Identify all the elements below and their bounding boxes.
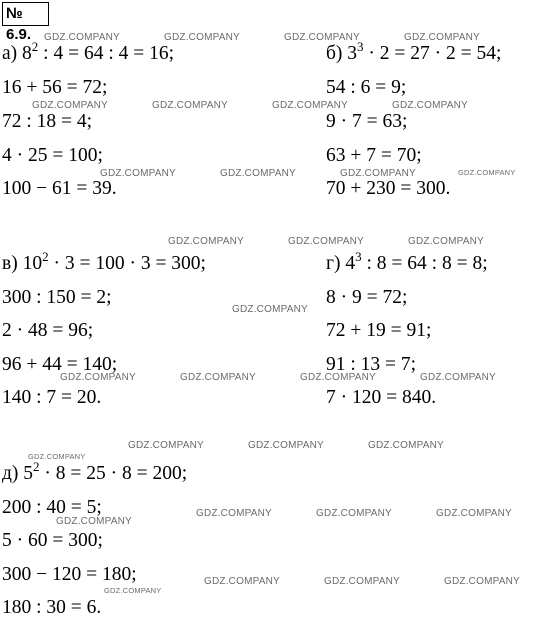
part-v-step-3: 96 + 44 = 140; [2,354,118,375]
watermark: GDZ.COMPANY [60,372,136,383]
watermark: GDZ.COMPANY [44,32,120,43]
part-a-step-2: 72 : 18 = 4; [2,111,93,132]
part-v-step-2: 2 · 48 = 96; [2,320,94,341]
part-v-step-1: 300 : 150 = 2; [2,287,112,308]
part-d-step-3: 300 − 120 = 180; [2,564,137,585]
watermark: GDZ.COMPANY [392,100,468,111]
part-g-step-1: 8 · 9 = 72; [326,287,408,308]
part-g-exponent: 3 [355,249,362,264]
part-d-first-line [2,459,188,486]
part-v-exponent: 2 [42,249,49,264]
watermark: GDZ.COMPANY [232,304,308,315]
part-d-step-1: 200 : 40 = 5; [2,497,102,518]
watermark: GDZ.COMPANY [436,508,512,519]
watermark: GDZ.COMPANY [458,168,516,177]
watermark: GDZ.COMPANY [288,236,364,247]
part-b-letter: б) [326,43,343,64]
part-g-base: 4 [345,253,356,274]
part-d-rest: · 8 = 25 · 8 = 200; [39,463,188,484]
part-v-letter: в) [2,253,18,274]
watermark: GDZ.COMPANY [32,100,108,111]
part-d-base: 5 [23,463,34,484]
part-d-letter: д) [2,463,19,484]
watermark: GDZ.COMPANY [28,452,86,461]
watermark: GDZ.COMPANY [152,100,228,111]
watermark: GDZ.COMPANY [204,576,280,587]
part-b-exponent: 3 [357,39,364,54]
part-a-step-1: 16 + 56 = 72; [2,77,108,98]
part-d-step-4: 180 : 30 = 6. [2,597,102,618]
watermark: GDZ.COMPANY [368,440,444,451]
part-v-first-line [2,249,206,276]
watermark: GDZ.COMPANY [420,372,496,383]
watermark: GDZ.COMPANY [128,440,204,451]
watermark: GDZ.COMPANY [56,516,132,527]
part-b-rest: · 2 = 27 · 2 = 54; [363,43,502,64]
part-d-step-2: 5 · 60 = 300; [2,530,103,551]
watermark: GDZ.COMPANY [316,508,392,519]
part-a-exponent: 2 [31,39,39,54]
part-v-rest: · 3 = 100 · 3 = 300; [48,253,206,274]
watermark: GDZ.COMPANY [272,100,348,111]
watermark: GDZ.COMPANY [100,168,176,179]
part-g-step-3: 91 : 13 = 7; [326,354,417,375]
watermark: GDZ.COMPANY [168,236,244,247]
part-b-base: 3 [347,43,358,64]
part-g-step-2: 72 + 19 = 91; [326,320,432,341]
watermark: GDZ.COMPANY [248,440,324,451]
part-b-step-3: 63 + 7 = 70; [326,145,422,166]
part-a-step-3: 4 · 25 = 100; [2,145,103,166]
part-a-first-line [2,39,175,66]
part-b-step-1: 54 : 6 = 9; [326,77,407,98]
watermark: GDZ.COMPANY [324,576,400,587]
part-g-rest: : 8 = 64 : 8 = 8; [361,253,488,274]
watermark: GDZ.COMPANY [164,32,240,43]
watermark: GDZ.COMPANY [408,236,484,247]
watermark: GDZ.COMPANY [300,372,376,383]
part-v-base: 10 [22,253,43,274]
watermark: GDZ.COMPANY [444,576,520,587]
part-g-step-4: 7 · 120 = 840. [326,387,437,408]
watermark: GDZ.COMPANY [404,32,480,43]
watermark: GDZ.COMPANY [220,168,296,179]
part-a-base: 8 [22,43,32,64]
watermark: GDZ.COMPANY [104,586,162,595]
part-b-first-line [326,39,502,66]
part-a-letter: а) [2,43,18,64]
part-g-letter: г) [326,253,341,274]
watermark: GDZ.COMPANY [340,168,416,179]
part-g-first-line [326,249,488,276]
part-b-step-2: 9 · 7 = 63; [326,111,408,132]
part-a-rest: : 4 = 64 : 4 = 16; [38,43,175,64]
watermark: GDZ.COMPANY [284,32,360,43]
watermark: GDZ.COMPANY [180,372,256,383]
exercise-number: № 6.9. [2,2,49,26]
part-v-step-4: 140 : 7 = 20. [2,387,102,408]
watermark: GDZ.COMPANY [196,508,272,519]
part-d-exponent: 2 [33,459,40,474]
part-a-step-4: 100 − 61 = 39. [2,178,117,199]
part-b-step-4: 70 + 230 = 300. [326,178,451,199]
